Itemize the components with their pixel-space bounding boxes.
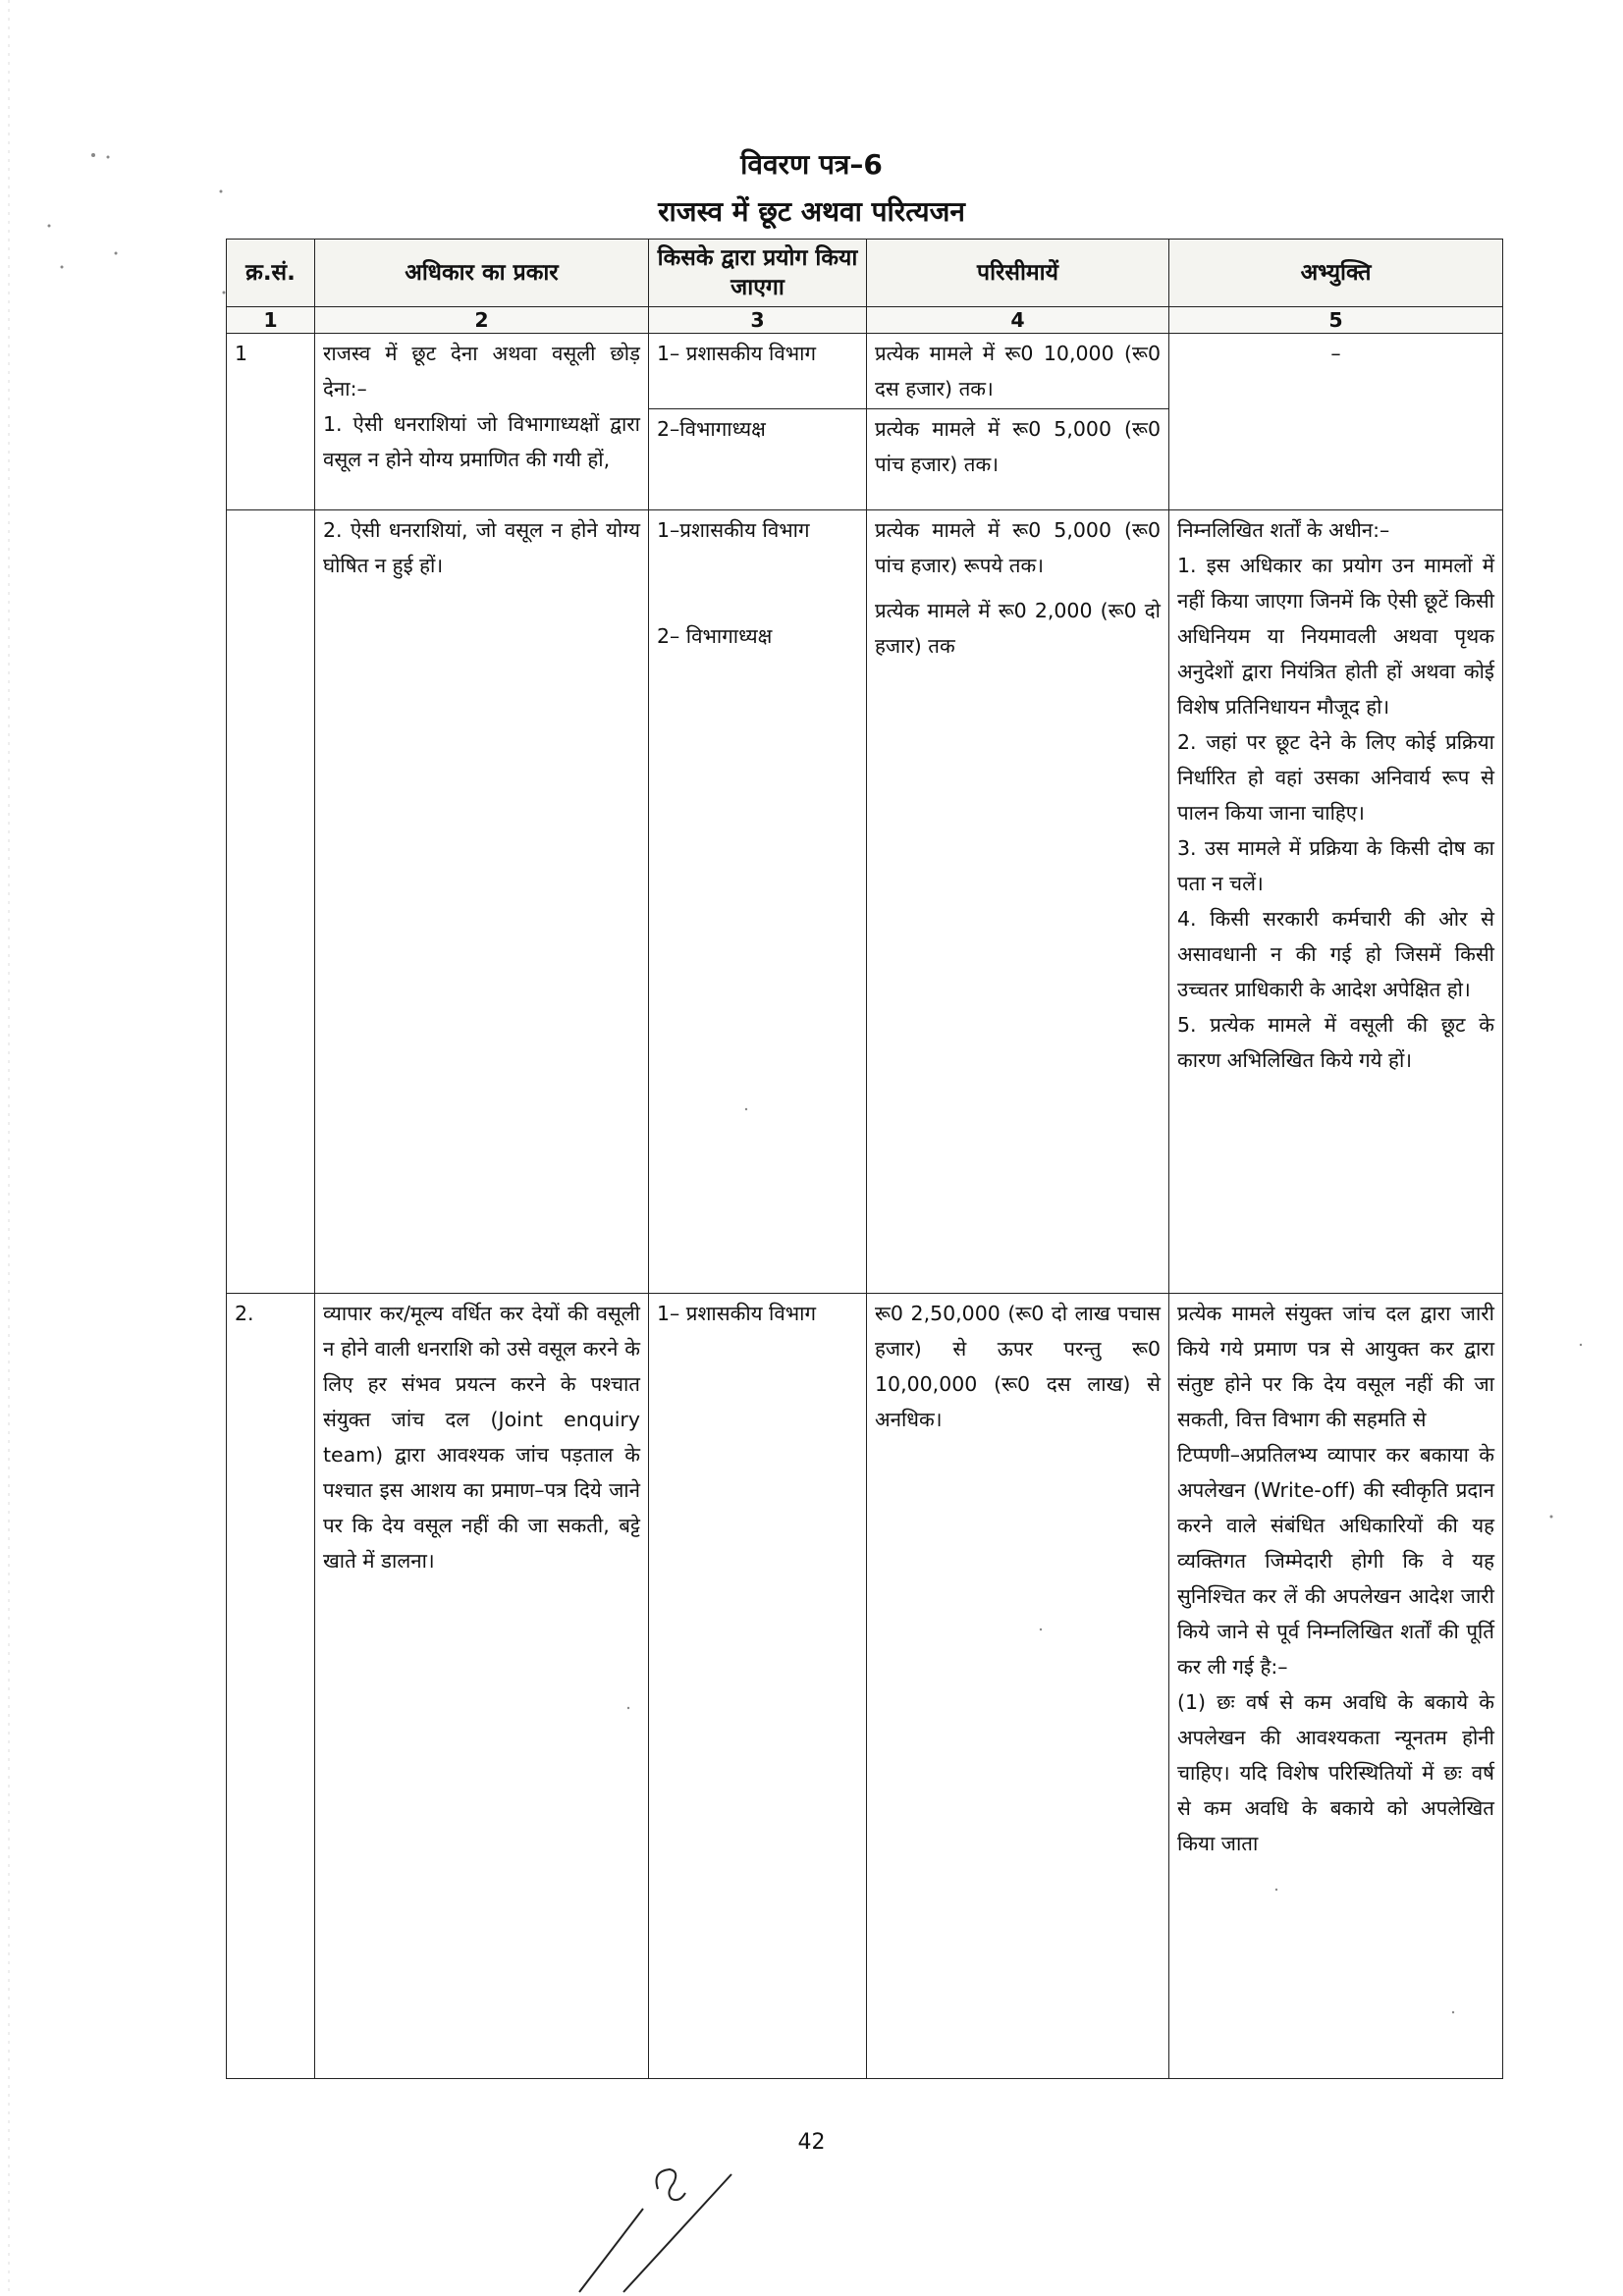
- revenue-remission-table: [226, 239, 1503, 2079]
- limits-cell: [867, 334, 1169, 510]
- serial-no-cell: [227, 510, 315, 1294]
- exercised-by-cell: [649, 510, 867, 1294]
- condition-item: 3. उस मामले में प्रक्रिया के किसी दोष का पता न चलें।: [1177, 836, 1494, 895]
- remarks-condition: (1) छः वर्ष से कम अवधि के बकाये के अपलेखन की आवश्यकता न्यूनतम होनी चाहिए। यदि विशेष परिस्थितियों में छः वर्ष से कम अवधि के बकाये को अपलेखित किया जाता: [1177, 1690, 1494, 1855]
- exercised-by-text: 1–प्रशासकीय विभाग: [657, 518, 810, 542]
- condition-item: 2. जहां पर छूट देने के लिए कोई प्रक्रिया निर्धारित हो वहां उसका अनिवार्य रूप से पालन किया जाना चाहिए।: [1177, 730, 1494, 825]
- remarks-note: टिप्पणी–अप्रतिलभ्य व्यापार कर बकाया के अपलेखन (Write-off) की स्वीकृति प्रदान करने वाले संबंधित अधिकारियों की यह व्यक्तिगत जिम्मेदारी होगी कि वे यह सुनिश्चित कर लें की अपलेखन आदेश जारी किये जाने से पूर्व निम्नलिखित शर्तों की पूर्ति कर ली गई है:–: [1177, 1443, 1494, 1679]
- remarks-cell: [1169, 510, 1503, 1294]
- table-row: [227, 510, 1503, 1294]
- column-number-row: [227, 307, 1503, 334]
- document-title: विवरण पत्र–6: [740, 148, 883, 181]
- remarks-intro: निम्नलिखित शर्तों के अधीन:–: [1177, 518, 1390, 542]
- condition-item: 4. किसी सरकारी कर्मचारी की ओर से असावधानी न की गई हो जिसमें किसी उच्चतर प्राधिकारी के आदेश अपेक्षित हो।: [1177, 907, 1494, 1001]
- exercised-by-cell: 1– प्रशासकीय विभाग: [649, 1294, 867, 2079]
- power-type-cell: 2. ऐसी धनराशियां, जो वसूल न होने योग्य घोषित न हुई हों।: [315, 510, 649, 1294]
- table-row: [227, 1294, 1503, 2079]
- document-subtitle: राजस्व में छूट अथवा परित्यजन: [658, 195, 965, 228]
- header-type-of-power: अधिकार का प्रकार: [315, 240, 649, 307]
- column-number: 4: [867, 307, 1169, 334]
- power-type-text: राजस्व में छूट देना अथवा वसूली छोड़ देना:–: [323, 342, 640, 400]
- exercised-by-cell: [649, 334, 867, 510]
- header-limits: परिसीमायें: [867, 240, 1169, 307]
- power-type-cell: [315, 334, 649, 510]
- page-number: 42: [797, 2130, 826, 2155]
- remarks-cell: [1169, 1294, 1503, 2079]
- serial-no-cell: 1: [227, 334, 315, 510]
- power-type-cell: व्यापार कर/मूल्य वर्धित कर देयों की वसूली न होने वाली धनराशि को उसे वसूल करने के लिए हर संभव प्रयत्न करने के पश्चात संयुक्त जांच दल (Joint enquiry team) द्वारा आवश्यक जांच पड़ताल के पश्चात इस आशय का प्रमाण–पत्र दिये जाने पर कि देय वसूल नहीं की जा सकती, बट्टे खाते में डालना।: [315, 1294, 649, 2079]
- header-remarks: अभ्युक्ति: [1169, 240, 1503, 307]
- exercised-by-text: 1– प्रशासकीय विभाग: [657, 342, 817, 365]
- limits-text: प्रत्येक मामले में रू0 10,000 (रू0 दस हजार) तक।: [875, 342, 1161, 400]
- column-number: 2: [315, 307, 649, 334]
- exercised-by-text: 2– विभागाध्यक्ष: [657, 624, 773, 648]
- condition-item: 1. इस अधिकार का प्रयोग उन मामलों में नहीं किया जाएगा जिनमें कि ऐसी छूटें किसी अधिनियम या नियमावली अथवा पृथक अनुदेशों द्वारा नियंत्रित होती हों अथवा कोई विशेष प्रतिनिधायन मौजूद हो।: [1177, 554, 1494, 719]
- column-number: 3: [649, 307, 867, 334]
- power-type-subitem: 1. ऐसी धनराशियां जो विभागाध्यक्षों द्वारा वसूल न होने योग्य प्रमाणित की गयी हों,: [323, 412, 640, 471]
- header-exercised-by: किसके द्वारा प्रयोग किया जाएगा: [649, 240, 867, 307]
- limits-text: प्रत्येक मामले में रू0 5,000 (रू0 पांच हजार) रूपये तक।: [875, 518, 1161, 577]
- header-serial-no: क्र.सं.: [227, 240, 315, 307]
- limits-cell: [867, 510, 1169, 1294]
- signature-mark: [550, 2150, 766, 2296]
- column-number: 5: [1169, 307, 1503, 334]
- table-row: [227, 334, 1503, 510]
- limits-text: प्रत्येक मामले में रू0 5,000 (रू0 पांच हजार) तक।: [867, 408, 1168, 484]
- remarks-text: प्रत्येक मामले संयुक्त जांच दल द्वारा जारी किये गये प्रमाण पत्र से आयुक्त कर द्वारा संतुष्ट होने पर कि देय वसूल नहीं की जा सकती, वित्त विभाग की सहमति से: [1177, 1302, 1494, 1431]
- condition-item: 5. प्रत्येक मामले में वसूली की छूट के कारण अभिलिखित किये गये हों।: [1177, 1013, 1494, 1072]
- limits-text: प्रत्येक मामले में रू0 2,000 (रू0 दो हजार) तक: [875, 599, 1161, 658]
- limits-cell: रू0 2,50,000 (रू0 दो लाख पचास हजार) से ऊपर परन्तु रू0 10,00,000 (रू0 दस लाख) से अनधिक।: [867, 1294, 1169, 2079]
- exercised-by-text: 2–विभागाध्यक्ष: [649, 408, 866, 449]
- column-number: 1: [227, 307, 315, 334]
- table-header-row: [227, 240, 1503, 307]
- remarks-cell: –: [1169, 334, 1503, 510]
- serial-no-cell: 2.: [227, 1294, 315, 2079]
